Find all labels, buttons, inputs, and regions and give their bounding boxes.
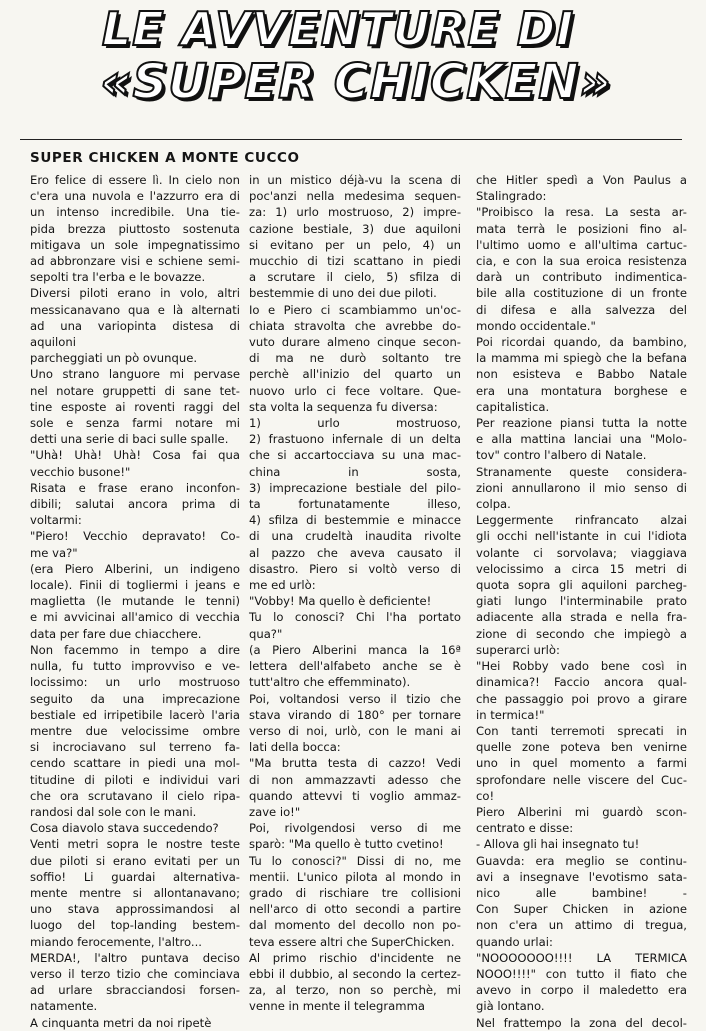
text-line: ad urlare sbracciandosi forsen-: [30, 983, 240, 998]
text-line: dibili; salutai ancora prima di: [30, 497, 240, 512]
text-line: un intenso incredibile. Una tie-: [30, 205, 240, 220]
text-line: china in sosta,: [249, 464, 461, 479]
text-line: za: 1) urlo mostruoso, 2) impre-: [249, 205, 461, 220]
text-line: perchè all'inizio del quarto un: [249, 367, 461, 382]
text-line: Poi, rivolgendosi verso di me: [249, 821, 461, 836]
text-line: parcheggiati un pò ovunque.: [30, 351, 198, 366]
text-line: che ora scrutavano il cielo ripa-: [30, 788, 240, 803]
text-line: avi a insegnave l'evotismo sata-: [476, 869, 687, 884]
text-line: mentre due velocissime ombre: [30, 723, 240, 738]
text-line: venne in mente il telegramma: [249, 999, 425, 1014]
text-line: lati della bocca:: [249, 740, 341, 755]
text-line: mitigava un sole impegnatissimo: [30, 237, 240, 252]
text-line: - Allova gli hai insegnato tu!: [476, 837, 640, 852]
text-line: teva essere altri che SuperChicken.: [249, 934, 455, 949]
text-line: centrato e disse:: [476, 821, 574, 836]
text-line: volante ci sorvolava; viaggiava: [476, 545, 687, 560]
text-line: mucchio di tizi scattano in piedi: [249, 254, 461, 269]
text-line: "NOOOOOOO!!!! LA TERMICA: [476, 950, 687, 965]
text-line: luogo del top-landing bestem-: [30, 918, 240, 933]
text-line: nuovo urlo ci fece voltare. Que-: [249, 383, 461, 398]
text-line: tine esposte ai roventi raggi del: [30, 399, 240, 414]
text-line: non c'era un attimo di tregua,: [476, 918, 687, 933]
header-divider: [20, 139, 682, 140]
text-line: di difesa e alla salvezza del: [476, 302, 687, 317]
text-line: tov" contro l'albero di Natale.: [476, 448, 647, 463]
text-line: 3) imprecazione bestiale del pilo-: [249, 480, 461, 495]
text-line: velocissimo a circa 15 metri di: [476, 561, 687, 576]
text-line: 4) sfilza di bestemmie e minacce: [249, 513, 461, 528]
text-line: quelle zone poteva ben venirne: [476, 740, 687, 755]
text-line: zioni annullarono il mio senso di: [476, 480, 687, 495]
text-line: me va?": [30, 545, 78, 560]
text-line: in termica!": [476, 707, 545, 722]
text-line: Venti metri sopra le nostre teste: [30, 837, 240, 852]
text-line: Ero felice di essere lì. In cielo non: [30, 173, 240, 187]
text-line: bile alla costituzione di un fronte: [476, 286, 687, 301]
text-line: A cinquanta metri da noi ripetè: [30, 1015, 212, 1030]
text-line: che si accartocciava su una mac-: [249, 448, 461, 463]
text-line: colpa.: [476, 497, 511, 512]
text-line: stava virando di 180° per tornare: [249, 707, 461, 722]
text-line: e alla mattina lanciai una "Molo-: [476, 432, 687, 447]
text-line: Risata e frase erano inconfon-: [30, 480, 240, 495]
text-line: zave io!": [249, 804, 301, 819]
text-line: "Uhà! Uhà! Uhà! Cosa fai qua: [30, 448, 240, 463]
text-column-2: [249, 172, 461, 1014]
text-line: za, al terzo, non so perchè, mi: [249, 983, 461, 998]
text-line: "Piero! Vecchio depravato! Co-: [30, 529, 240, 544]
text-line: già lontano.: [476, 999, 545, 1014]
text-line: Tu lo conosci? Chi l'ha portato: [249, 610, 461, 625]
text-line: vuto durare almeno cinque secon-: [249, 335, 461, 350]
text-line: al pazzo che aveva causato il: [249, 545, 461, 560]
text-line: sepolti tra l'erba e le bovazze.: [30, 270, 206, 285]
text-line: natamente.: [30, 999, 98, 1014]
text-line: grado di rischiare tre collisioni: [249, 885, 461, 900]
text-line: mondo occidentale.": [476, 318, 596, 333]
text-line: Piero Alberini mi guardò scon-: [476, 804, 687, 819]
text-line: "Vobby! Ma quello è deficiente!: [249, 594, 432, 609]
text-line: quando attevvi ti voglio ammaz-: [249, 788, 461, 803]
text-line: randosi dal sole con le mani.: [30, 804, 197, 819]
text-line: MERDA!, l'altro puntava deciso: [30, 950, 240, 965]
page-title-subtitle: «SUPER CHICKEN»: [100, 54, 612, 110]
text-line: darà un contributo indimentica-: [476, 270, 687, 285]
text-line: Al primo rischio d'incidente ne: [249, 950, 461, 965]
text-line: mata terrà le posizioni fino al-: [476, 221, 687, 236]
text-column-1: [30, 172, 240, 1030]
text-line: sparò: "Ma quello è tutto cvetino!: [249, 837, 444, 852]
text-line: in un mistico déjà-vu la scena di: [249, 173, 461, 187]
text-line: due piloti si erano evitati per un: [30, 853, 240, 868]
text-line: vecchio busone!": [30, 464, 131, 479]
text-line: adiacente alla strada e nella fra-: [476, 610, 687, 625]
text-line: bestiale ed irripetibile lacerò l'aria: [30, 707, 240, 722]
text-line: nel notare gruppetti di sane tet-: [30, 383, 240, 398]
text-line: data per fare due chiacchere.: [30, 626, 202, 641]
text-line: giati lungo l'interminabile prato: [476, 594, 687, 609]
text-line: bestemmie di uno dei due piloti.: [249, 286, 437, 301]
text-line: capitalistica.: [476, 399, 550, 414]
text-line: gli occhi nell'istante in cui l'idiota: [476, 529, 687, 544]
text-line: co!: [476, 788, 495, 803]
text-line: superarci urlò:: [476, 642, 560, 657]
text-line: Leggermente rinfrancato alzai: [476, 513, 687, 528]
text-line: sprofondare nelle viscere del Cuc-: [476, 772, 687, 787]
text-line: Guavda: era meglio se continu-: [476, 853, 687, 868]
text-line: sole e senza farmi notare mi: [30, 416, 240, 431]
text-line: qua?": [249, 626, 283, 641]
text-line: Per reazione piansi tutta la notte: [476, 416, 687, 431]
text-line: NOOO!!!!" con tutto il fiato che: [476, 966, 687, 981]
text-line: quota sopra gli aquiloni parcheg-: [476, 578, 687, 593]
text-line: verso il terzo tizio che cominciava: [30, 966, 240, 981]
text-line: uno stava approssimandosi al: [30, 902, 240, 917]
text-line: Poi, voltandosi verso il tizio che: [249, 691, 461, 706]
text-line: soffio! Li guardai alternativa-: [30, 869, 240, 884]
text-line: Non facemmo in tempo a dire: [30, 642, 240, 657]
text-line: dal momento del decollo non po-: [249, 918, 461, 933]
text-line: a scrutare il cielo, 5) sfilza di: [249, 270, 461, 285]
text-line: verso di noi, urlò, con le mani ai: [249, 723, 461, 738]
article-subtitle: SUPER CHICKEN A MONTE CUCCO: [30, 150, 300, 166]
text-line: cendo scattare in piedi una mol-: [30, 756, 240, 771]
text-line: 1) urlo mostruoso,: [249, 416, 461, 431]
text-line: la mamma mi spiegò che la befana: [476, 351, 687, 366]
text-line: si evitano per un pelo, 4) un: [249, 237, 461, 252]
page-title: LE AVVENTURE DI: [101, 2, 575, 56]
text-line: Stalingrado:: [476, 189, 547, 204]
text-line: sta volta la sequenza fu diversa:: [249, 399, 438, 414]
text-line: ta fortunatamente illeso,: [249, 497, 461, 512]
text-line: pida brezza piuttosto sostenuta: [30, 221, 240, 236]
text-line: detti una serie di baci sulle spalle.: [30, 432, 229, 447]
text-line: che passaggio poi provo a girare: [476, 691, 687, 706]
text-column-3: [476, 172, 687, 1030]
text-line: Uno strano languore mi pervase: [30, 367, 240, 382]
text-line: titudine di piloti e individui vari: [30, 772, 240, 787]
text-line: si incrociavano sul terreno fa-: [30, 740, 240, 755]
text-line: era una montatura borghese e: [476, 383, 687, 398]
text-line: mente mentre si allontanavano;: [30, 885, 240, 900]
text-line: locale). Finii di togliermi i jeans e: [30, 578, 240, 593]
text-line: (era Piero Alberini, un indigeno: [30, 561, 240, 576]
text-line: di non ammazzavti adesso che: [249, 772, 461, 787]
text-line: Stranamente queste considera-: [476, 464, 687, 479]
text-line: "Hei Robby vado bene così in: [476, 659, 687, 674]
text-line: seguito da una imprecazione: [30, 691, 240, 706]
text-line: Cosa diavolo stava succedendo?: [30, 821, 219, 836]
text-line: Con tanti terremoti sprecati in: [476, 723, 687, 738]
text-line: avevo in corpo il maledetto era: [476, 983, 687, 998]
text-line: voltarmi:: [30, 513, 82, 528]
text-line: me ed urlò:: [249, 578, 316, 593]
text-line: ad una variopinta distesa di aquiloni: [30, 318, 240, 350]
text-line: Nel frattempo la zona del decol-: [476, 1015, 687, 1030]
text-line: Io e Piero ci scambiammo un'oc-: [249, 302, 461, 317]
text-line: quando urlai:: [476, 934, 553, 949]
text-line: zione di secondo che impiegò a: [476, 626, 687, 641]
text-line: che Hitler spedì a Von Paulus a: [476, 173, 687, 187]
text-line: miando ferocemente, l'altro...: [30, 934, 202, 949]
text-line: cazione bestiale, 3) due aquiloni: [249, 221, 461, 236]
text-line: di una crudeltà inaudita rivolte: [249, 529, 461, 544]
text-line: "Ma brutta testa di cazzo! Vedi: [249, 756, 461, 771]
text-line: locissimo: un urlo mostruoso: [30, 675, 240, 690]
text-line: disastro. Piero si voltò verso di: [249, 561, 461, 576]
text-line: messicanavano qua e là alternati: [30, 302, 240, 317]
text-line: "Proibisco la resa. La sesta ar-: [476, 205, 687, 220]
text-line: nico alle bambine! -: [476, 885, 687, 900]
text-line: cia, e con la sua eroica resistenza: [476, 254, 687, 269]
text-line: l'ultimo uomo e all'ultima cartuc-: [476, 237, 687, 252]
text-line: Tu lo conosci?" Dissi di no, me: [249, 853, 461, 868]
text-line: Poi ricordai quando, da bambino,: [476, 335, 687, 350]
text-line: lettera dell'alfabeto anche se è: [249, 659, 461, 674]
text-line: ad abbronzare visi e schiene semi-: [30, 254, 240, 269]
text-line: Diversi piloti erano in volo, altri: [30, 286, 240, 301]
text-line: nulla, fu tutto improvviso e ve-: [30, 659, 240, 674]
text-line: (a Piero Alberini manca la 16ª: [249, 642, 461, 657]
text-line: dinamica?! Faccio ancora qual-: [476, 675, 687, 690]
text-line: c'era una nuvola e l'azzurro era di: [30, 189, 240, 204]
text-line: 2) frastuono infernale di un delta: [249, 432, 461, 447]
text-line: mentii. L'unico pilota al mondo in: [249, 869, 461, 884]
text-line: ebbi il dubbio, al secondo la certez-: [249, 966, 461, 981]
text-line: uno in quel momento a farmi: [476, 756, 687, 771]
text-line: di ma ne durò soltanto tre: [249, 351, 461, 366]
text-line: nell'arco di otto secondi a partire: [249, 902, 461, 917]
text-line: non esisteva e Babbo Natale: [476, 367, 687, 382]
text-line: maglietta (le mutande le tenni): [30, 594, 240, 609]
text-line: e mi avvicinai all'amico di vecchia: [30, 610, 240, 625]
text-line: poc'anzi nella medesima sequen-: [249, 189, 461, 204]
text-line: Con Super Chicken in azione: [476, 902, 687, 917]
text-line: tutt'altro che effemminato).: [249, 675, 411, 690]
text-line: chiata stravolta che avrebbe do-: [249, 318, 461, 333]
